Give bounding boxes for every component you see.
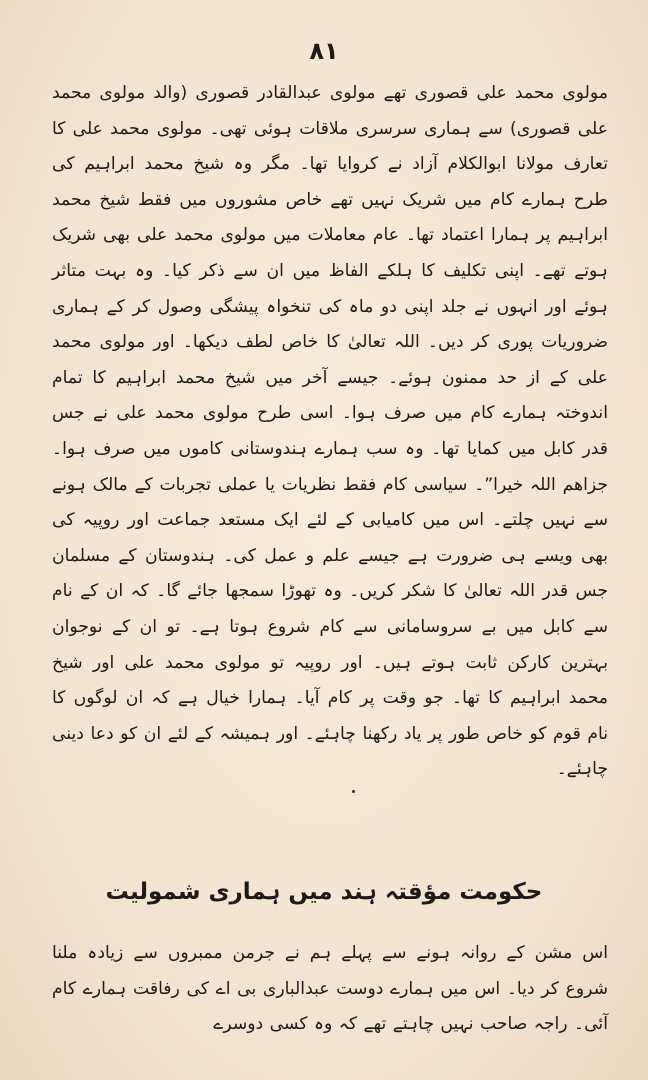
- body-paragraph-continued: اس مشن کے روانہ ہونے سے پہلے ہم نے جرمن ممبروں سے زیادہ ملنا شروع کر دیا۔ اس میں ہمارے دوست عبدالباری بی اے کی رفاقت ہمارے کام آئی۔ راجہ صاحب نہیں چاہتے تھے کہ وہ کسی دوسرے: [52, 943, 608, 1035]
- ink-speck: [352, 790, 355, 793]
- section-heading: حکومت مؤقتہ ہند میں ہماری شمولیت: [105, 879, 543, 905]
- page-number: ۸۱: [309, 37, 339, 65]
- body-paragraph: مولوی محمد علی قصوری تھے مولوی عبدالقادر قصوری (والد مولوی محمد علی قصوری) سے ہماری سرسری ملاقات ہوئی تھی۔ مولوی محمد علی کا تعارف مولانا ابوالکلام آزاد نے کروایا تھا۔ مگر وہ شیخ محمد ابراہیم کی طرح ہمارے کام میں شریک نہیں تھے خاص مشوروں میں فقط شیخ محمد ابراہیم پر ہمارا اعتماد تھا۔ عام معاملات میں مولوی محمد علی بھی شریک ہوتے تھے۔ اپنی تکلیف کا ہلکے الفاظ میں ان سے ذکر کیا۔ وہ بہت متاثر ہوئے اور انہوں نے جلد اپنی دو ماہ کی تنخواہ پیشگی وصول کر کے ہماری ضروریات پوری کر دیں۔ اللہ تعالیٰ کا خاص لطف دیکھا۔ اور مولوی محمد علی کے از حد ممنون ہوئے۔ جیسے آخر میں شیخ محمد ابراہیم کا تمام اندوختہ ہمارے کام میں صرف ہوا۔ اسی طرح مولوی محمد علی نے جس قدر کابل میں کمایا تھا۔ وہ سب ہمارے ہندوستانی کاموں میں صرف ہوا۔ جزاھم اللہ خیرا”۔ سیاسی کام فقط نظریات یا عملی تجربات کے مالک ہونے سے نہیں چلتے۔ اس میں کامیابی کے لئے ایک مستعد جماعت اور روپیہ کی بھی ویسے ہی ضرورت ہے جیسے علم و عمل کی۔ ہندوستان کے مسلمان جس قدر اللہ تعالیٰ کا شکر کریں۔ وہ تھوڑا سمجھا جائے گا۔ کہ ان کے نام سے کابل میں بے سروسامانی سے کام شروع ہوتا ہے۔ تو ان کے نوجوان بہترین کارکن ثابت ہوتے ہیں۔ اور روپیہ تو مولوی محمد علی اور شیخ محمد ابراہیم کا تھا۔ جو وقت پر کام آیا۔ ہمارا خیال ہے کہ ان لوگوں کا نام قوم کو خاص طور پر یاد رکھنا چاہئے۔ اور ہمیشہ کے لئے ان کو دعا دینی چاہئے۔: [52, 83, 608, 780]
